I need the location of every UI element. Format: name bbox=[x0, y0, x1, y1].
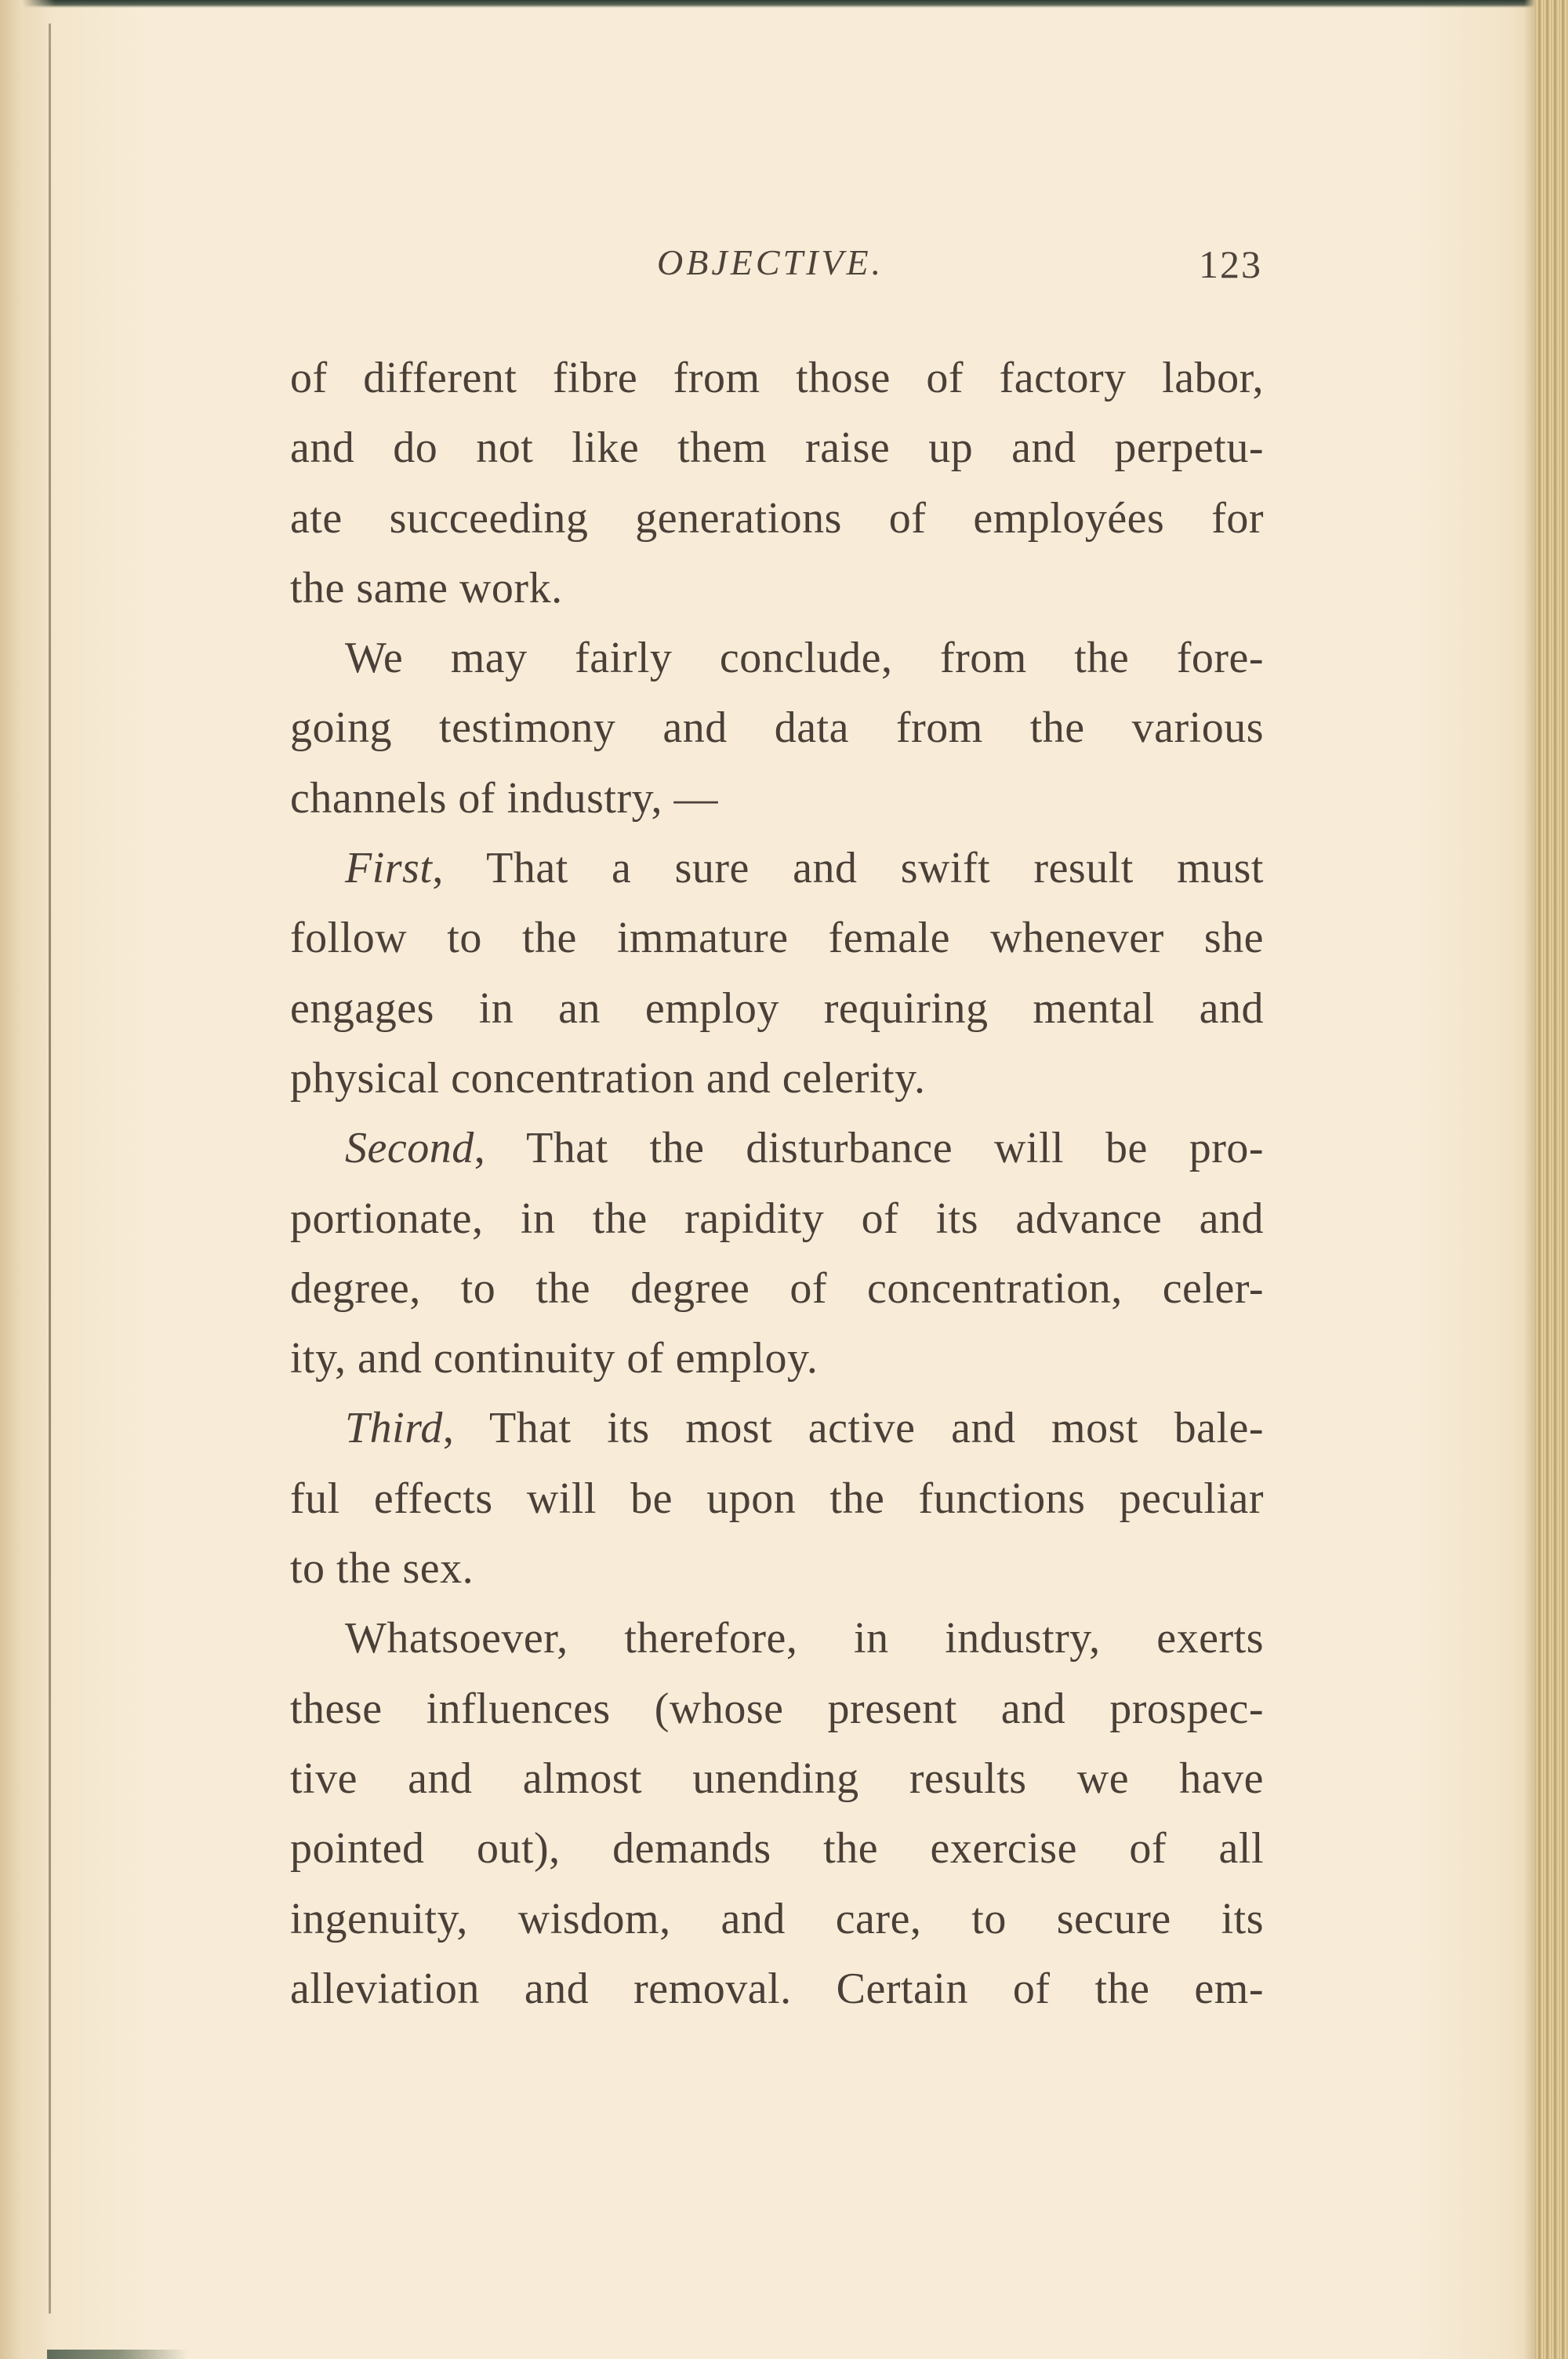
text-line: going testimony and data from the various bbox=[290, 703, 1264, 753]
text-line: to the sex. bbox=[290, 1544, 474, 1594]
text-line: physical concentration and celerity. bbox=[290, 1053, 926, 1103]
text-line: Third, That its most active and most bale- bbox=[345, 1404, 1264, 1453]
list-lead-first: First bbox=[345, 844, 433, 893]
text-line: ful effects will be upon the functions peculiar bbox=[290, 1474, 1264, 1523]
text-line: engages in an employ requiring mental and bbox=[290, 983, 1264, 1033]
text-line: tive and almost unending results we have bbox=[290, 1754, 1264, 1803]
text-line: ate succeeding generations of employées for bbox=[290, 493, 1264, 543]
text-line: portionate, in the rapidity of its advance and bbox=[290, 1194, 1264, 1243]
text-line: these influences (whose present and prospec- bbox=[290, 1684, 1264, 1733]
text-line: ingenuity, wisdom, and care, to secure its bbox=[290, 1894, 1264, 1943]
page-edge-shadow bbox=[1524, 0, 1535, 2359]
text-line: We may fairly conclude, from the fore- bbox=[345, 634, 1264, 683]
text-line: alleviation and removal. Certain of the em- bbox=[290, 1964, 1264, 2013]
text-line: pointed out), demands the exercise of all bbox=[290, 1824, 1264, 1874]
body-text bbox=[290, 343, 1264, 2024]
text-line: degree, to the degree of concentration, celer- bbox=[290, 1263, 1264, 1313]
text-line: and do not like them raise up and perpetu- bbox=[290, 423, 1264, 473]
text-line: Second, That the disturbance will be pro- bbox=[345, 1124, 1264, 1173]
text-line: follow to the immature female whenever she bbox=[290, 914, 1264, 963]
page-stack-edge bbox=[1535, 0, 1568, 2359]
binding-edge bbox=[49, 24, 51, 2314]
text-line: of different fibre from those of factory labor, bbox=[290, 354, 1264, 402]
text-line: First, That a sure and swift result must bbox=[345, 844, 1264, 893]
text-line: the same work. bbox=[290, 563, 563, 612]
running-head: OBJECTIVE. bbox=[657, 242, 884, 282]
text-line: channels of industry, — bbox=[290, 773, 718, 823]
cover-corner bbox=[47, 2350, 188, 2359]
page-header bbox=[290, 242, 1262, 296]
page-number: 123 bbox=[1199, 242, 1262, 286]
text-line: Whatsoever, therefore, in industry, exerts bbox=[345, 1614, 1264, 1663]
page-gutter bbox=[0, 0, 55, 2359]
list-lead-second: Second bbox=[345, 1124, 474, 1173]
text-line: ity, and continuity of employ. bbox=[290, 1334, 818, 1383]
list-lead-third: Third bbox=[345, 1404, 443, 1453]
page-top-edge bbox=[0, 0, 1568, 8]
